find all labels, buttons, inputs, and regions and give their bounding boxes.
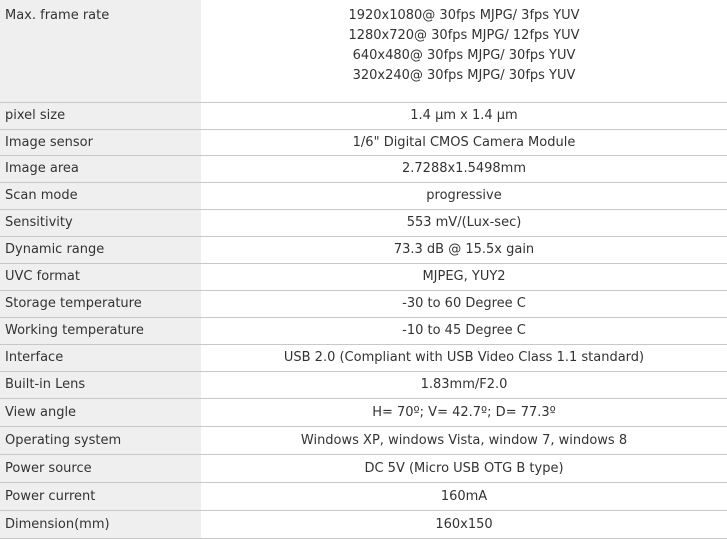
spec-label: UVC format [0, 263, 201, 290]
spec-value: 73.3 dB @ 15.5x gain [201, 236, 727, 263]
spec-label: Working temperature [0, 317, 201, 344]
spec-value-line: 1280x720@ 30fps MJPG/ 12fps YUV [348, 28, 580, 43]
spec-row-max-frame-rate [0, 0, 727, 102]
spec-row-sensitivity [0, 209, 727, 236]
spec-row-pixel-size [0, 102, 727, 129]
spec-row-scan-mode [0, 182, 727, 209]
spec-label: Sensitivity [0, 209, 201, 236]
spec-label: Interface [0, 344, 201, 371]
spec-value: progressive [201, 182, 727, 209]
spec-row-view-angle [0, 398, 727, 426]
spec-row-power-current [0, 482, 727, 510]
spec-label: Image sensor [0, 129, 201, 155]
spec-value: 2.7288x1.5498mm [201, 155, 727, 182]
spec-label: pixel size [0, 102, 201, 129]
spec-value: MJPEG, YUY2 [201, 263, 727, 290]
spec-value: -10 to 45 Degree C [201, 317, 727, 344]
spec-label: Scan mode [0, 182, 201, 209]
spec-label: Power source [0, 454, 201, 482]
spec-row-dimension [0, 510, 727, 538]
spec-row-power-source [0, 454, 727, 482]
spec-label: Dimension(mm) [0, 510, 201, 538]
spec-label: Power current [0, 482, 201, 510]
spec-row-built-in-lens [0, 371, 727, 398]
spec-value: -30 to 60 Degree C [201, 290, 727, 317]
spec-row-working-temperature [0, 317, 727, 344]
spec-label: Max. frame rate [0, 0, 201, 102]
spec-label: Dynamic range [0, 236, 201, 263]
spec-label: View angle [0, 398, 201, 426]
spec-label: Image area [0, 155, 201, 182]
spec-row-uvc-format [0, 263, 727, 290]
spec-value-line: 320x240@ 30fps MJPG/ 30fps YUV [352, 68, 576, 83]
spec-row-image-sensor [0, 129, 727, 155]
spec-value: DC 5V (Micro USB OTG B type) [201, 454, 727, 482]
spec-value-line: 1920x1080@ 30fps MJPG/ 3fps YUV [348, 8, 580, 23]
spec-row-storage-temperature [0, 290, 727, 317]
spec-label: Operating system [0, 426, 201, 454]
spec-value: USB 2.0 (Compliant with USB Video Class 1.1 standard) [201, 344, 727, 371]
spec-label: Storage temperature [0, 290, 201, 317]
spec-value-line: 640x480@ 30fps MJPG/ 30fps YUV [352, 48, 576, 63]
spec-value: 553 mV/(Lux-sec) [201, 209, 727, 236]
spec-value: 160x150 [201, 510, 727, 538]
spec-value: 160mA [201, 482, 727, 510]
spec-value: 1.83mm/F2.0 [201, 371, 727, 398]
spec-value: 1/6" Digital CMOS Camera Module [201, 129, 727, 155]
spec-value: 1.4 μm x 1.4 μm [201, 102, 727, 129]
spec-value: Windows XP, windows Vista, window 7, windows 8 [201, 426, 727, 454]
spec-value-list [201, 0, 727, 102]
spec-row-image-area [0, 155, 727, 182]
spec-row-dynamic-range [0, 236, 727, 263]
spec-row-operating-system [0, 426, 727, 454]
spec-row-interface [0, 344, 727, 371]
spec-label: Built-in Lens [0, 371, 201, 398]
spec-value: H= 70º; V= 42.7º; D= 77.3º [201, 398, 727, 426]
